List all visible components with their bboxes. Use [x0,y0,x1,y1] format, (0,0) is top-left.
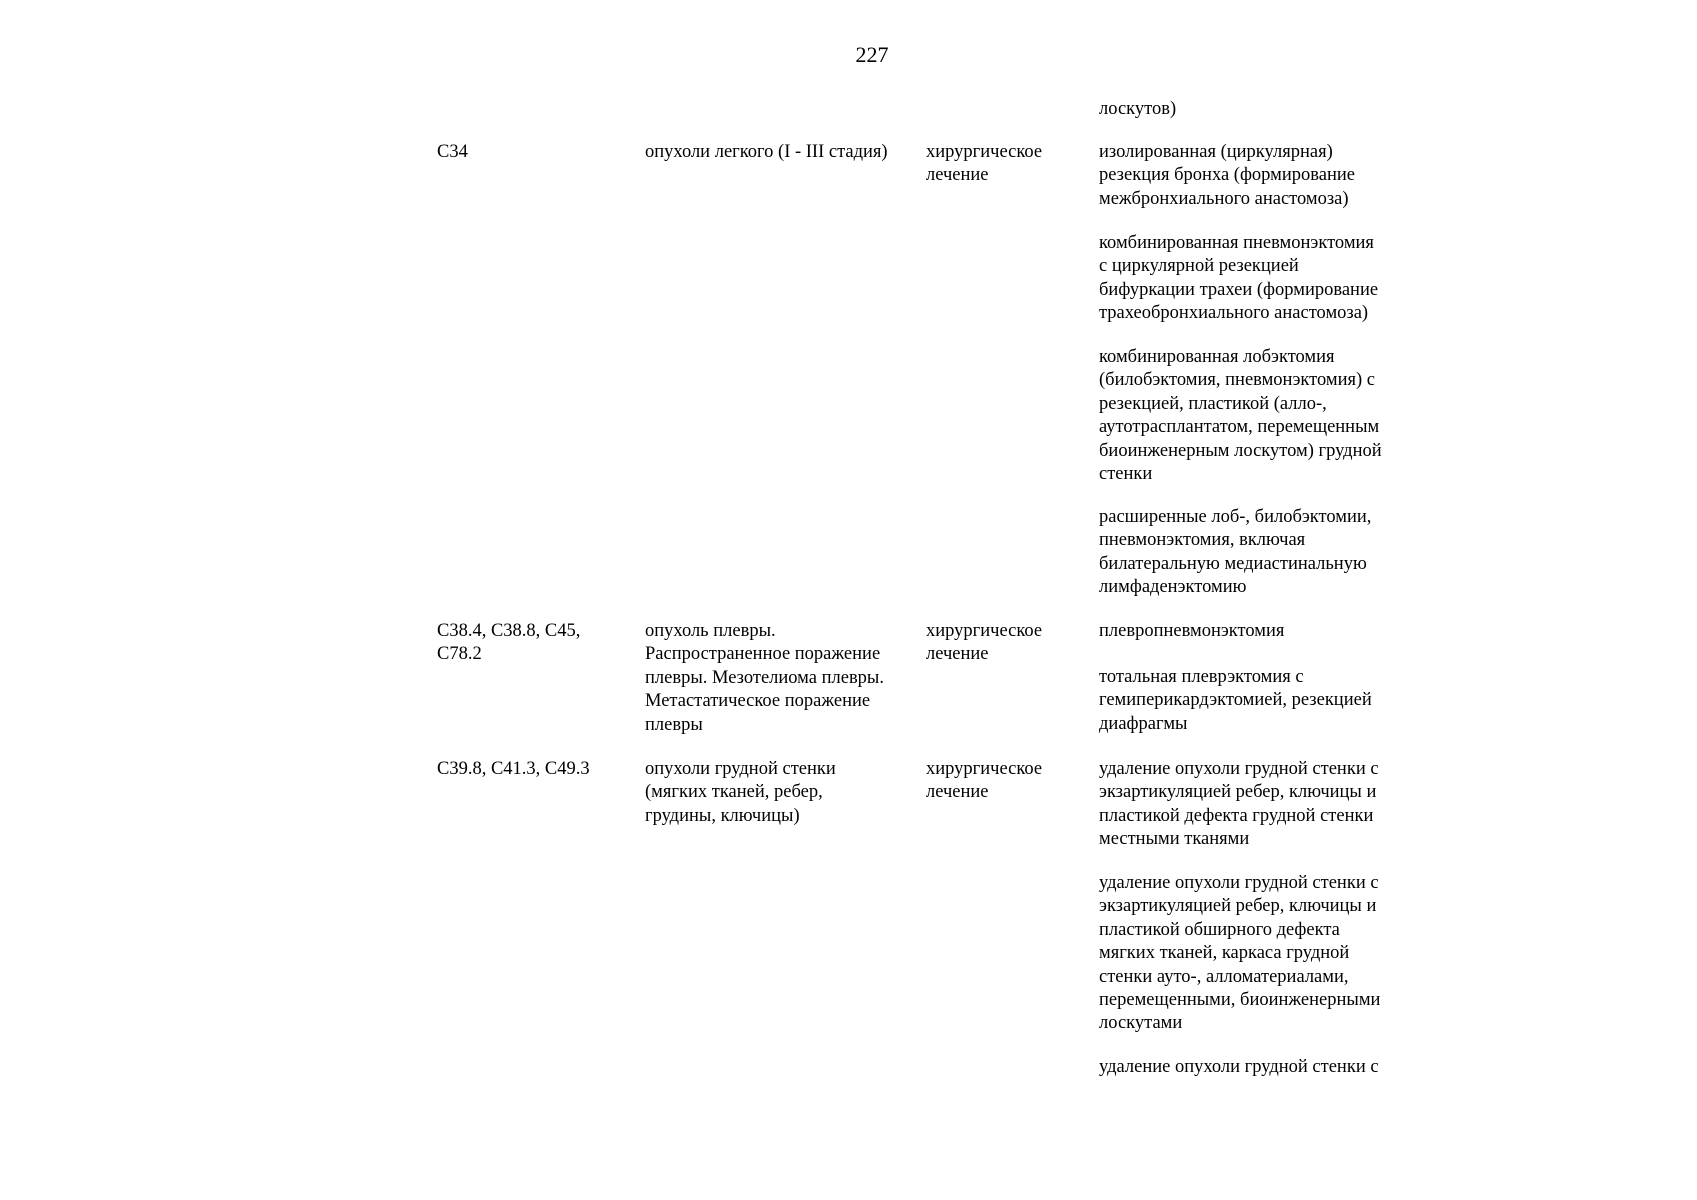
row-1-method-3: комбинированная лобэктомия (билобэктомия, пневмонэктомия) с резекцией, пластикой (алло-, аутотрасплантатом, перемещенным биоинженерным лоскутом) грудной стенки [1099,347,1382,485]
row-3-method-1: удаление опухоли грудной стенки с экзартикуляцией ребер, ключицы и пластикой дефекта грудной стенки местными тканями [1099,759,1379,850]
row-2-diagnosis: опухоль плевры. Распространенное поражение плевры. Мезотелиома плевры. Метастатическое поражение плевры [645,621,884,735]
row-1-method-2: комбинированная пневмонэктомия с циркулярной резекцией бифуркации трахеи (формирование трахеобронхиального анастомоза) [1099,233,1379,324]
row-2-code: C38.4, C38.8, C45, C78.2 [437,621,581,665]
row-3-diagnosis: опухоли грудной стенки (мягких тканей, ребер, грудины, ключицы) [645,759,836,826]
row-1-method-4: расширенные лоб-, билобэктомии, пневмонэктомия, включая билатеральную медиастинальную лимфаденэктомию [1099,507,1372,598]
row-3-method-3: удаление опухоли грудной стенки с [1099,1057,1379,1077]
row-3-method-2: удаление опухоли грудной стенки с экзартикуляцией ребер, ключицы и пластикой обширного дефекта мягких тканей, каркаса грудной стенки ауто-, алломатериалами, перемещенными, биоинженерными лоскутами [1099,873,1381,1034]
row-3-treatment: хирургическое лечение [926,759,1043,803]
page-number: 227 [855,42,889,67]
row-1-method-1: изолированная (циркулярная) резекция бронха (формирование межбронхиального анастомоза) [1099,142,1355,209]
row-1-treatment: хирургическое лечение [926,142,1043,186]
row-2-treatment: хирургическое лечение [926,621,1043,665]
continuation-method-text: лоскутов) [1099,99,1177,119]
row-3-code: C39.8, C41.3, C49.3 [437,759,590,779]
row-1-diagnosis: опухоли легкого (I - III стадия) [645,142,888,162]
row-2-method-2: тотальная плеврэктомия с гемиперикардэктомией, резекцией диафрагмы [1099,667,1372,734]
row-2-method-1: плевропневмонэктомия [1099,621,1285,641]
row-1-code: C34 [437,142,468,162]
